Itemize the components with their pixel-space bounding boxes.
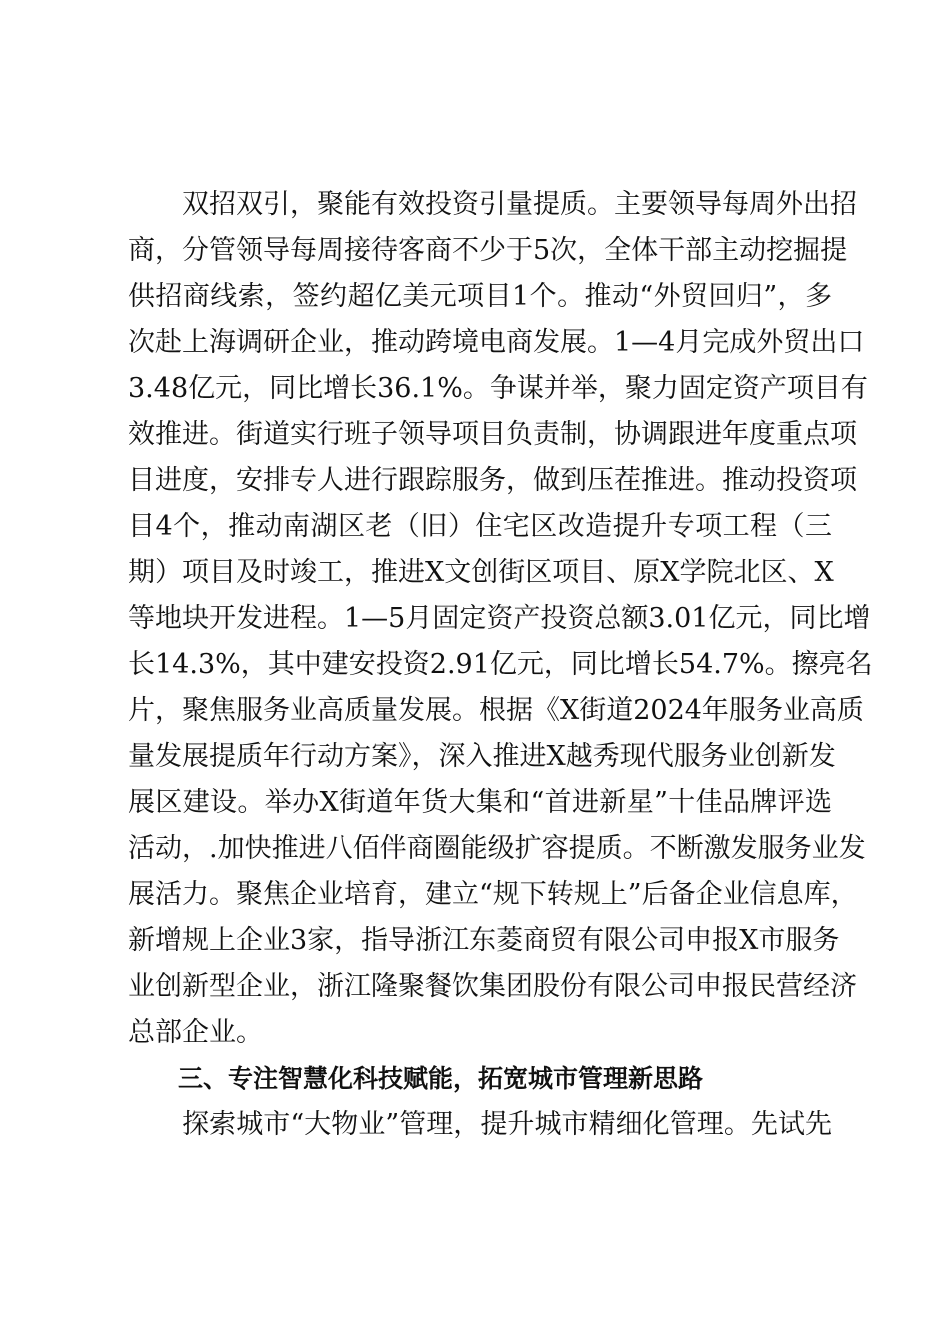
paragraph-1-line-13: 量发展提质年行动方案》，深入推进X越秀现代服务业创新发 (128, 741, 836, 772)
paragraph-1-line-19: 总部企业。 (128, 1017, 263, 1048)
paragraph-1-line-18: 业创新型企业，浙江隆聚餐饮集团股份有限公司申报民营经济 (128, 971, 857, 1002)
section-heading: 三、专注智慧化科技赋能，拓宽城市管理新思路 (128, 1064, 704, 1093)
paragraph-1-line-14: 展区建设。举办X街道年货大集和“首进新星”十佳品牌评选 (128, 787, 832, 818)
paragraph-1-line-2: 商，分管领导每周接待客商不少于5次，全体干部主动挖掘提 (128, 235, 848, 266)
paragraph-1-line-4: 次赴上海调研企业，推动跨境电商发展。1—4月完成外贸出口 (128, 327, 865, 358)
paragraph-1-line-3: 供招商线索，签约超亿美元项目1个。推动“外贸回归”，多 (128, 281, 832, 312)
paragraph-1-line-16: 展活力。聚焦企业培育，建立“规下转规上”后备企业信息库， (128, 879, 858, 910)
paragraph-1-line-15: 活动，.加快推进八佰伴商圈能级扩容提质。不断激发服务业发 (128, 833, 866, 864)
paragraph-1-line-10: 等地块开发进程。1—5月固定资产投资总额3.01亿元，同比增 (128, 603, 871, 634)
paragraph-1-line-7: 目进度，安排专人进行跟踪服务，做到压茬推进。推动投资项 (128, 465, 857, 496)
paragraph-1-line-9: 期）项目及时竣工，推进X文创街区项目、原X学院北区、X (128, 557, 834, 588)
paragraph-1-line-5: 3.48亿元，同比增长36.1%。争谋并举，聚力固定资产项目有 (128, 373, 868, 404)
paragraph-1-line-17: 新增规上企业3家，指导浙江东菱商贸有限公司申报X市服务 (128, 925, 840, 956)
paragraph-1-line-6: 效推进。街道实行班子领导项目负责制，协调跟进年度重点项 (128, 419, 857, 450)
paragraph-1-line-1: 双招双引，聚能有效投资引量提质。主要领导每周外出招 (128, 189, 857, 220)
paragraph-1-line-11: 长14.3%，其中建安投资2.91亿元，同比增长54.7%。擦亮名 (128, 649, 873, 680)
paragraph-1-line-8: 目4个，推动南湖区老（旧）住宅区改造提升专项工程（三 (128, 511, 832, 542)
paragraph-1-line-12: 片，聚焦服务业高质量发展。根据《X街道2024年服务业高质 (128, 695, 864, 726)
paragraph-2-line-1: 探索城市“大物业”管理，提升城市精细化管理。先试先 (128, 1109, 832, 1140)
